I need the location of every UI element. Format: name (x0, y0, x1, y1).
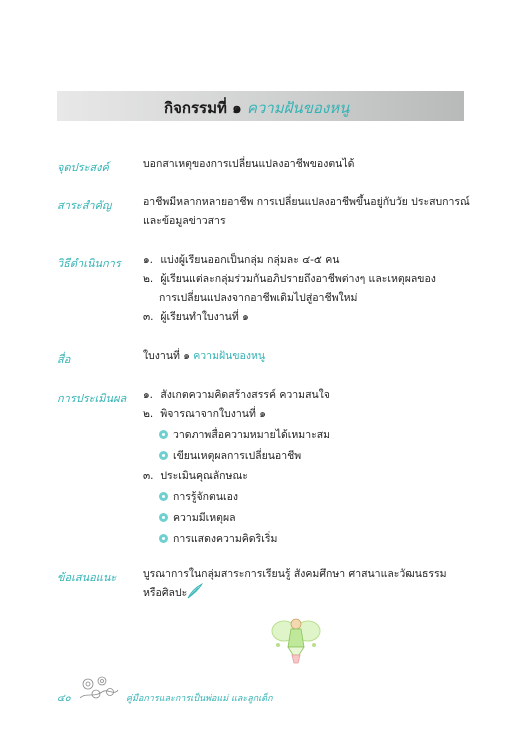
concept-line-1: อาชีพมีหลากหลายอาชีพ การเปลี่ยนแปลงอาชีพขึ้นอยู่กับวัย ประสบการณ์ (143, 196, 470, 208)
label-concept: สาระสำคัญ (57, 199, 112, 212)
label-procedure: วิธีดำเนินการ (57, 257, 121, 270)
evaluation-sub-3-3: การแสดงความคิดริเริ่ม (159, 530, 277, 549)
objective-text: บอกสาเหตุของการเปลี่ยนแปลงอาชีพของตนได้ (143, 158, 355, 170)
activity-number: กิจกรรมที่ ๑ (164, 99, 242, 117)
suggestion-line-2: หรือศิลปะ (143, 587, 188, 599)
footer-book-title: คู่มือการและการเป็นพ่อแม่ และลูกเด็ก (126, 694, 273, 704)
procedure-item-3: ๓. ผู้เรียนทำใบงานที่ ๑ (143, 311, 249, 323)
label-suggestion: ข้อเสนอแนะ (57, 571, 117, 584)
procedure-item-2-continued: การเปลี่ยนแปลงจากอาชีพเดิมไปสู่อาชีพใหม่ (159, 292, 358, 304)
activity-name: ความฝันของหนู (246, 99, 350, 117)
bullet-icon (159, 513, 168, 522)
media-text: ใบงานที่ ๑ ความฝันของหนู (143, 350, 266, 362)
procedure-item-1: ๑. แบ่งผู้เรียนออกเป็นกลุ่ม กลุ่มละ ๔-๕ คน (143, 254, 340, 266)
media-worksheet-name: ความฝันของหนู (193, 350, 266, 362)
page-number: ๔๐ (57, 693, 71, 704)
activity-title (164, 96, 349, 120)
label-media: สื่อ (57, 353, 71, 366)
fairy-icon (268, 615, 324, 667)
label-evaluation: การประเมินผล (57, 392, 127, 405)
bullet-icon (159, 534, 168, 543)
feather-icon (186, 582, 204, 600)
evaluation-sub-2-2: เขียนเหตุผลการเปลี่ยนอาชีพ (159, 447, 301, 466)
label-objective: จุดประสงค์ (57, 161, 109, 174)
evaluation-sub-3-2: ความมีเหตุผล (159, 509, 236, 528)
evaluation-item-2: ๒. พิจารณาจากใบงานที่ ๑ (143, 408, 266, 420)
procedure-item-2: ๒. ผู้เรียนแต่ละกลุ่มร่วมกันอภิปรายถึงอาชีพต่างๆ และเหตุผลของ (143, 273, 436, 285)
suggestion-line-1: บูรณาการในกลุ่มสาระการเรียนรู้ สังคมศึกษา ศาสนาและวัฒนธรรม (143, 568, 447, 580)
flower-ornament-icon (76, 672, 120, 702)
evaluation-item-3: ๓. ประเมินคุณลักษณะ (143, 470, 248, 482)
bullet-icon (159, 492, 168, 501)
bullet-icon (159, 430, 168, 439)
evaluation-item-1: ๑. สังเกตความคิดสร้างสรรค์ ความสนใจ (143, 389, 330, 401)
concept-line-2: และข้อมูลข่าวสาร (143, 215, 226, 227)
evaluation-sub-2-1: วาดภาพสื่อความหมายได้เหมาะสม (159, 426, 330, 445)
evaluation-sub-3-1: การรู้จักตนเอง (159, 488, 238, 507)
bullet-icon (159, 451, 168, 460)
